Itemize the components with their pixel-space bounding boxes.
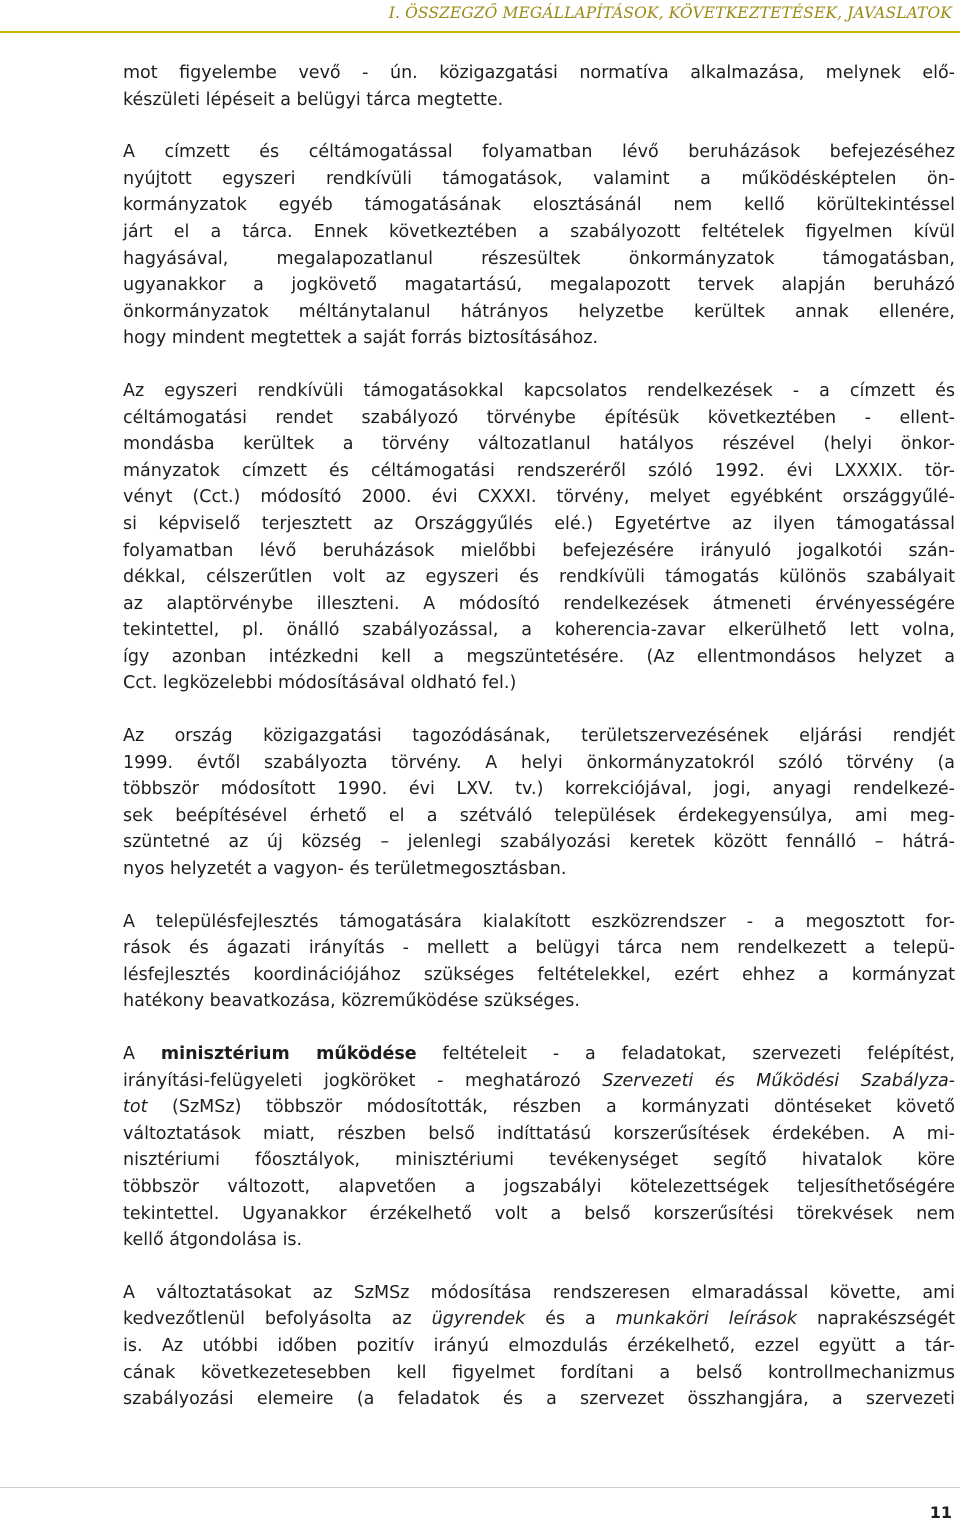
text-line [123, 750, 955, 777]
text-run: hogy mindent megtettek a saját forrás biztosításához. [123, 328, 599, 349]
text-run: kellő átgondolása is. [123, 1230, 303, 1251]
text-line [123, 166, 955, 193]
text-run: így azonban intézkedni kell a megszüntetésére. (Az ellentmondásos helyzet a [123, 646, 955, 667]
text-run: hatékony beavatkozása, közreműködése szükséges. [123, 991, 580, 1012]
text-run: kedvezőtlenül befolyásolta az [123, 1309, 432, 1330]
text-run: többször változott, alapvetően a jogszabályi kötelezettségek teljesíthetőségére [123, 1176, 955, 1197]
text-run: (SzMSz) többször módosították, részben a kormányzati döntéseket követő [147, 1097, 955, 1118]
text-run: tekintettel, pl. önálló szabályozással, a koherencia-zavar elkerülhető lett volna, [123, 620, 955, 641]
text-line [123, 909, 955, 936]
text-run: lésfejlesztés koordinációjához szükséges feltételekkel, ezért ehhez a kormányzat [123, 964, 955, 985]
text-line [123, 87, 955, 114]
text-line [123, 1306, 955, 1333]
text-run: si képviselő terjesztett az Országgyűlés elé.) Egyetértve az ilyen támogatással [123, 513, 955, 534]
text-run: vényt (Cct.) módosító 2000. évi CXXXI. törvény, melyet egyébként országgyűlé- [123, 487, 955, 508]
text-run: ugyanakkor a jogkövető magatartású, megalapozott tervek alapján beruházó [123, 275, 955, 296]
text-run: mányzatok címzett és céltámogatási rendszeréről szóló 1992. évi LXXXIX. tör- [123, 460, 955, 481]
text-run: hagyásával, megalapozatlanul részesültek önkormányzatok támogatásban, [123, 248, 955, 269]
text-line [123, 856, 955, 883]
text-line [123, 60, 955, 87]
text-line [123, 1147, 955, 1174]
text-run: szüntetné az új község – jelenlegi szabályozási keretek között fennálló – hátrá- [123, 832, 955, 853]
header-rule [0, 31, 960, 33]
footer-rule [0, 1487, 960, 1488]
text-line [123, 246, 955, 273]
text-run: A településfejlesztés támogatására kialakított eszközrendszer - a megosztott for- [123, 911, 955, 932]
text-line [123, 219, 955, 246]
text-line [123, 1333, 955, 1360]
text-run: járt el a tárca. Ennek következtében a szabályozott feltételek figyelmen kívül [123, 221, 955, 242]
bold-text: minisztérium működése [160, 1044, 417, 1064]
text-line [123, 1386, 955, 1413]
text-line [123, 1041, 955, 1068]
text-run: változtatások miatt, részben belső indíttatású korszerűsítések érdekében. A mi- [123, 1123, 955, 1144]
text-line [123, 192, 955, 219]
text-line [123, 723, 955, 750]
text-run: céltámogatási rendet szabályozó törvénybe építésük következtében - ellent- [123, 407, 955, 428]
text-line [123, 564, 955, 591]
text-line [123, 1360, 955, 1387]
text-run: rások és ágazati irányítás - mellett a belügyi tárca nem rendelkezett a telepü- [123, 938, 955, 959]
text-line [123, 935, 955, 962]
running-header [0, 0, 960, 30]
text-run: nyújtott egyszeri rendkívüli támogatások, valamint a működésképtelen ön- [123, 168, 955, 189]
text-run: nisztériumi főosztályok, minisztériumi tevékenységet segítő hivatalok köre [123, 1150, 955, 1171]
text-line [123, 299, 955, 326]
text-run: A [123, 1044, 161, 1064]
text-line [123, 272, 955, 299]
text-run: cának következetesebben kell figyelmet fordítani a belső kontrollmechanizmus [123, 1362, 955, 1383]
text-line [123, 1227, 955, 1254]
text-line [123, 484, 955, 511]
text-run: készületi lépéseit a belügyi tárca megtette. [123, 89, 504, 110]
text-run: A címzett és céltámogatással folyamatban lévő beruházások befejezéséhez [123, 142, 955, 163]
text-run: kormányzatok egyéb támogatásának elosztásánál nem kellő körültekintéssel [123, 195, 955, 216]
text-line [123, 776, 955, 803]
text-line [123, 405, 955, 432]
text-run: folyamatban lévő beruházások mielőbbi befejezésére irányuló jogalkotói szán- [123, 540, 955, 561]
text-run: mot figyelembe vevő - ún. közigazgatási normatíva alkalmazása, melynek elő- [123, 63, 955, 83]
text-run: tekintettel. Ugyanakkor érzékelhető volt a belső korszerűsítési törekvések nem [123, 1203, 955, 1224]
text-run: Cct. legközelebbi módosításával oldható fel.) [123, 673, 517, 694]
text-run: többször módosított 1990. évi LXV. tv.) korrekciójával, jogi, anyagi rendelkezé- [123, 779, 955, 800]
text-line [123, 431, 955, 458]
text-line [123, 378, 955, 405]
text-line [123, 1068, 955, 1095]
page-number: 11 [929, 1503, 952, 1522]
text-line [123, 962, 955, 989]
text-run: A változtatásokat az SzMSz módosítása rendszeresen elmaradással követte, ami [123, 1282, 955, 1303]
text-line [123, 1174, 955, 1201]
text-run: feltételeit - a feladatokat, szervezeti felépítést, [416, 1044, 955, 1064]
text-line [123, 591, 955, 618]
text-line [123, 458, 955, 485]
text-line [123, 1280, 955, 1307]
text-run: önkormányzatok méltánytalanul hátrányos helyzetbe kerültek annak ellenére, [123, 301, 955, 322]
text-line [123, 988, 955, 1015]
text-run: 1999. évtől szabályozta törvény. A helyi önkormányzatokról szóló törvény (a [123, 752, 955, 773]
paragraph [123, 378, 955, 697]
text-line [123, 670, 955, 697]
document-body [123, 60, 955, 1439]
text-run: is. Az utóbbi időben pozitív irányú elmozdulás érzékelhető, ezzel együtt a tár- [123, 1335, 955, 1356]
paragraph [123, 60, 955, 113]
paragraph [123, 139, 955, 352]
text-line [123, 1094, 955, 1121]
text-run: dékkal, célszerűtlen volt az egyszeri és rendkívüli támogatás különös szabályait [123, 567, 955, 588]
italic-text: tot [123, 1097, 148, 1118]
text-run: Az egyszeri rendkívüli támogatásokkal kapcsolatos rendelkezések - a címzett és [123, 380, 955, 401]
paragraph [123, 909, 955, 1015]
text-run: szabályozási elemeire (a feladatok és a szervezet összhangjára, a szervezeti [123, 1389, 955, 1410]
text-line [123, 538, 955, 565]
text-line [123, 617, 955, 644]
paragraph [123, 1041, 955, 1254]
italic-text: munkaköri leírások [615, 1309, 798, 1330]
text-run: irányítási-felügyeleti jogköröket - meghatározó [123, 1070, 603, 1091]
text-run: naprakészségét [797, 1309, 956, 1330]
text-line [123, 139, 955, 166]
text-line [123, 325, 955, 352]
header-title: I. ÖSSZEGZŐ MEGÁLLAPÍTÁSOK, KÖVETKEZTETÉSEK, JAVASLATOK [388, 4, 952, 22]
text-run: Az ország közigazgatási tagozódásának, területszervezésének eljárási rendjét [123, 726, 955, 747]
text-run: az alaptörvénybe illeszteni. A módosító rendelkezések átmeneti érvényességére [123, 593, 955, 614]
italic-text: Szervezeti és Működési Szabályza- [602, 1070, 955, 1091]
text-line [123, 1201, 955, 1228]
text-line [123, 829, 955, 856]
paragraph [123, 723, 955, 883]
text-run: és a [525, 1309, 616, 1330]
italic-text: ügyrendek [431, 1309, 526, 1330]
text-run: sek beépítésével érhető el a szétváló települések érdekegyensúlya, ami meg- [123, 805, 955, 826]
text-line [123, 803, 955, 830]
text-line [123, 511, 955, 538]
text-run: mondásba kerültek a törvény változatlanul hatályos részével (helyi önkor- [123, 434, 955, 455]
text-run: nyos helyzetét a vagyon- és területmegosztásban. [123, 859, 567, 880]
paragraph [123, 1280, 955, 1413]
text-line [123, 644, 955, 671]
text-line [123, 1121, 955, 1148]
